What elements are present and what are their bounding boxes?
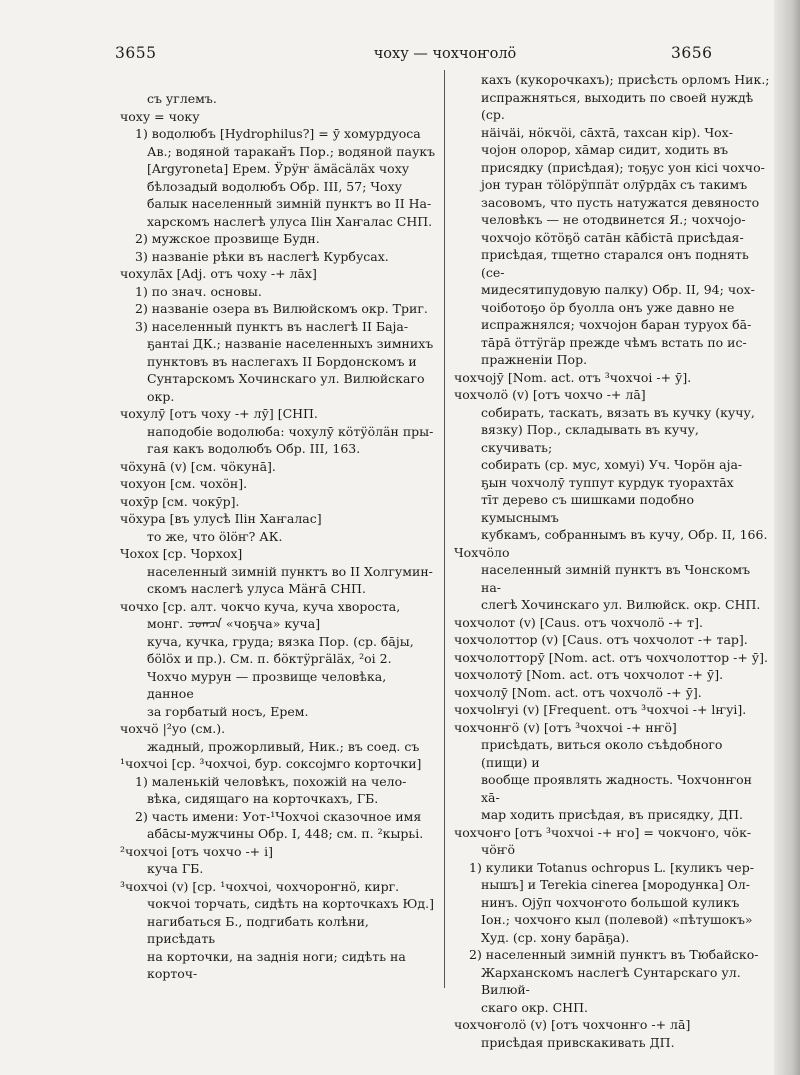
- dictionary-headword-line: чохчолотторӯ [Nom. act. отъ чохчолоттор -+ ӯ].: [454, 649, 769, 665]
- dictionary-text-line: куча, кучка, груда; вязка Пор. (ср. бāјы,: [147, 633, 414, 649]
- dictionary-text-line: нäічäі, нӧкчӧі, сāхтā, тахсан кір). Чох-: [481, 124, 733, 140]
- dictionary-headword-line: ³чохчоі (v) [ср. ¹чохчоі, чохчороҥнӧ, кирг.: [120, 878, 400, 894]
- dictionary-headword-line: чоху = чоку: [120, 108, 200, 124]
- dictionary-text-line: тīт дерево съ шишками подобно кумыснымъ: [481, 492, 695, 525]
- dictionary-text-line: 1) маленькій человѣкъ, похожій на чело-: [135, 773, 407, 789]
- dictionary-text-line: гая какъ водолюбъ Обр. III, 163.: [147, 441, 361, 456]
- left-column: [120, 90, 436, 983]
- dictionary-text-line: скомъ наслегѣ улуса Мӓҥā СНП.: [147, 581, 366, 596]
- dictionary-text-line: кахъ (кукорочкахъ); присѣсть орломъ Ник.;: [481, 72, 770, 87]
- dictionary-headword-line: чохулāх [Adj. отъ чоху -+ лāх]: [120, 266, 317, 281]
- page-edge-shadow: [774, 0, 800, 1075]
- dictionary-headword-line: чохчоlҥуі (v) [Frequent. отъ ³чохчоі -+ lҥуі].: [454, 702, 747, 717]
- dictionary-text-line: нинъ. Ојӯп чохчоҥото большой куликъ: [481, 894, 740, 910]
- dictionary-headword-line: чохчолоттор (v) [Caus. отъ чохчолот -+ тар].: [454, 632, 748, 647]
- dictionary-text-line: присѣдать, виться около съѣдобного (пищи) и: [481, 737, 723, 770]
- dictionary-headword-line: Чохчӧло: [454, 544, 510, 560]
- dictionary-headword-line: чӧхунā (v) [см. чӧкунā].: [120, 458, 276, 474]
- dictionary-text-line: 2) населенный зимній пунктъ въ Тюбайско-: [469, 947, 759, 962]
- dictionary-text-line: чоіботоҕо ӧр буолла онъ уже давно не: [481, 299, 735, 315]
- dictionary-headword-line: чӧхура [въ улусѣ Ilін Хаҥалас]: [120, 511, 322, 526]
- dictionary-text-line: монг. ᠴᠣᠭᠴᠠ «чоҕча» куча]: [147, 616, 321, 631]
- dictionary-text-line: населенный зимній пунктъ во II Холгумин-: [147, 563, 433, 579]
- dictionary-text-line: испражнялся; чохчојон баран туруох бā-: [481, 317, 752, 332]
- dictionary-headword-line: чочхо [ср. алт. чокчо куча, куча хвороста,: [120, 598, 401, 614]
- dictionary-headword-line: чохӯр [см. чокӯр].: [120, 493, 240, 509]
- dictionary-text-line: 1) водолюбъ [Hydrophilus?] = ӯ хомурдуоса: [135, 126, 421, 141]
- dictionary-text-line: собирать (ср. мус, хомуі) Уч. Чорӧн аја-: [481, 457, 743, 472]
- dictionary-text-line: вѣка, сидящаго на корточкахъ, ГБ.: [147, 791, 379, 806]
- dictionary-text-line: 3) населенный пунктъ въ наслегѣ II Баја-: [135, 318, 409, 334]
- dictionary-text-line: ҕын чохчолӯ туппут курдук туорахтāх: [481, 474, 734, 490]
- dictionary-text-line: собирать, таскать, вязать въ кучку (кучу,: [481, 404, 755, 420]
- dictionary-headword-line: чохчолот (v) [Caus. отъ чохчолӧ -+ т].: [454, 614, 703, 630]
- dictionary-text-line: населенный зимній пунктъ въ Чонскомъ на-: [481, 562, 751, 595]
- dictionary-text-line: Жарханскомъ наслегѣ Сунтарскаго ул. Вилюй-: [481, 964, 741, 997]
- dictionary-text-line: куча ГБ.: [147, 861, 204, 876]
- dictionary-headword-line: чохчоҥо [отъ ³чохчоі -+ ҥо] = чокчоҥо, чӧк-: [454, 824, 752, 840]
- dictionary-text-line: абāсы-мужчины Обр. I, 448; см. п. ²кырьі.: [147, 826, 424, 841]
- dictionary-text-line: вообще проявлять жадность. Чохчонҥон хā-: [481, 772, 752, 805]
- dictionary-text-line: кубкамъ, собраннымъ въ кучу, Обр. II, 166.: [481, 527, 768, 542]
- dictionary-text-line: 1) по знач. основы.: [135, 283, 262, 299]
- dictionary-text-line: за горбатый носъ, Ерем.: [147, 703, 309, 719]
- dictionary-text-line: балык населенный зимній пунктъ во II На-: [147, 196, 432, 211]
- dictionary-text-line: пражненіи Пор.: [481, 352, 588, 367]
- dictionary-text-line: слегѣ Хочинскаго ул. Вилюйск. окр. СНП.: [481, 597, 761, 612]
- dictionary-text-line: мидесятипудовую палку) Обр. II, 94; чох-: [481, 282, 755, 297]
- dictionary-text-line: Чохчо мурун — прозвище человѣка, данное: [147, 668, 387, 701]
- dictionary-text-line: Сунтарскомъ Хочинскаго ул. Вилюйскаго окр.: [147, 371, 425, 404]
- dictionary-headword-line: чохчојӯ [Nom. act. отъ ³чохчоі -+ ӯ].: [454, 369, 692, 385]
- dictionary-text-line: то же, что ӧlӧҥ? АК.: [147, 528, 283, 544]
- dictionary-headword-line: чохчолӯ [Nom. act. отъ чохчолӧ -+ ӯ].: [454, 684, 702, 700]
- dictionary-text-line: бѣлозадый водолюбъ Обр. III, 57; Чоху: [147, 178, 402, 194]
- dictionary-text-line: чӧҥӧ: [481, 842, 515, 857]
- right-column: [454, 71, 772, 1051]
- running-head: чоху — чохчоҥолӧ: [373, 46, 517, 62]
- dictionary-text-line: на корточки, на заднія ноги; сидѣть на корточ-: [147, 948, 406, 981]
- dictionary-text-line: чокчоі торчать, сидѣть на корточкахъ Юд.]: [147, 896, 434, 911]
- dictionary-text-line: испражняться, выходить по своей нуждѣ (ср.: [481, 89, 754, 122]
- dictionary-text-line: харскомъ наслегѣ улуса Ilін Хаҥалас СНП.: [147, 213, 433, 229]
- dictionary-text-line: присѣдая привскакивать ДП.: [481, 1034, 675, 1050]
- dictionary-text-line: нышъ] и Terekia cinerea [мородунка] Ол-: [481, 877, 750, 892]
- dictionary-headword-line: чохуон [см. чохӧн].: [120, 476, 248, 491]
- dictionary-text-line: Худ. (ср. хону барāҕа).: [481, 929, 630, 945]
- dictionary-text-line: 3) названіе рѣки въ наслегѣ Курбусах.: [135, 248, 389, 264]
- dictionary-text-line: јон туран тӧlӧрӱппӓт олӯрдāх съ такимъ: [481, 177, 748, 192]
- dictionary-text-line: 1) кулики Totanus ochropus L. [куликъ чер-: [469, 859, 754, 875]
- dictionary-text-line: жадный, прожорливый, Ник.; въ соед. съ: [147, 738, 420, 754]
- dictionary-text-line: 2) мужское прозвище Будн.: [135, 231, 320, 246]
- dictionary-text-line: бӧlӧх и пр.). См. п. бӧктӱргӓlӓх, ²оі 2.: [147, 651, 392, 666]
- dictionary-text-line: человѣкъ — не отодвинется Я.; чохчојо-: [481, 212, 746, 227]
- dictionary-text-line: 2) названіе озера въ Вилюйскомъ окр. Триг.: [135, 301, 428, 316]
- dictionary-headword-line: чохчонҥӧ (v) [отъ ³чохчоі -+ нҥӧ]: [454, 719, 677, 735]
- dictionary-headword-line: ¹чохчоі [ср. ³чохчоі, бур. соксојмго корточки]: [120, 756, 422, 771]
- dictionary-text-line: съ углемъ.: [147, 91, 217, 106]
- dictionary-text-line: засовомъ, что пусть натужатся девяносто: [481, 194, 760, 210]
- dictionary-headword-line: чохчолӧ (v) [отъ чохчо -+ лā]: [454, 387, 646, 402]
- dictionary-text-line: [Argyroneta] Ерем. Ӱрӱҥ ӓмӓсӓлӓх чоху: [147, 161, 410, 176]
- column-divider: [444, 70, 445, 988]
- dictionary-text-line: Ав.; водяной таракан̆ъ Пор.; водяной паукъ: [147, 143, 436, 159]
- dictionary-headword-line: Чохох [ср. Чорхох]: [120, 546, 243, 561]
- dictionary-text-line: 2) часть имени: Уот-¹Чохчоі сказочное имя: [135, 808, 422, 824]
- dictionary-text-line: тāрā ӧттӱгӓр прежде чѣмъ встать по ис-: [481, 334, 747, 350]
- dictionary-headword-line: чохулӯ [отъ чоху -+ лӯ] [СНП.: [120, 406, 318, 421]
- dictionary-text-line: чохчојо кӧтӧҕӧ сатāн кāбістā присѣдая-: [481, 229, 744, 245]
- dictionary-text-line: вязку) Пор., складывать въ кучу, скучивать;: [481, 422, 699, 455]
- dictionary-text-line: пунктовъ въ наслегахъ II Бордонскомъ и: [147, 353, 417, 369]
- dictionary-headword-line: чохчӧ |²уо (см.).: [120, 721, 226, 736]
- dictionary-headword-line: чохчолотӯ [Nom. act. отъ чохчолот -+ ӯ].: [454, 667, 724, 682]
- dictionary-text-line: ҕантаі ДК.; названіе населенныхъ зимнихъ: [147, 336, 434, 351]
- right-page-number: 3656: [671, 44, 713, 62]
- left-page-number: 3655: [115, 44, 157, 62]
- dictionary-text-line: Іон.; чохчоҥо кыл (полевой) «пѣтушокъ»: [481, 912, 753, 927]
- dictionary-text-line: нагибаться Б., подгибать колѣни, присѣдать: [147, 913, 369, 946]
- dictionary-text-line: наподобіе водолюба: чохулӯ кӧтӱӧлӓн пры-: [147, 423, 434, 439]
- dictionary-headword-line: чохчоҥолӧ (v) [отъ чохчонҥо -+ лā]: [454, 1017, 691, 1032]
- dictionary-text-line: чојон олорор, хāмар сидит, ходить въ: [481, 142, 729, 157]
- dictionary-text-line: присядку (присѣдая); тоҕус уон кісі чохчо-: [481, 159, 765, 175]
- dictionary-text-line: скаго окр. СНП.: [481, 999, 588, 1015]
- dictionary-text-line: мар ходить присѣдая, въ присядку, ДП.: [481, 807, 743, 822]
- dictionary-headword-line: ²чохчоі [отъ чохчо -+ і]: [120, 843, 274, 859]
- dictionary-text-line: присѣдая, тщетно старался онъ поднять (се-: [481, 247, 749, 280]
